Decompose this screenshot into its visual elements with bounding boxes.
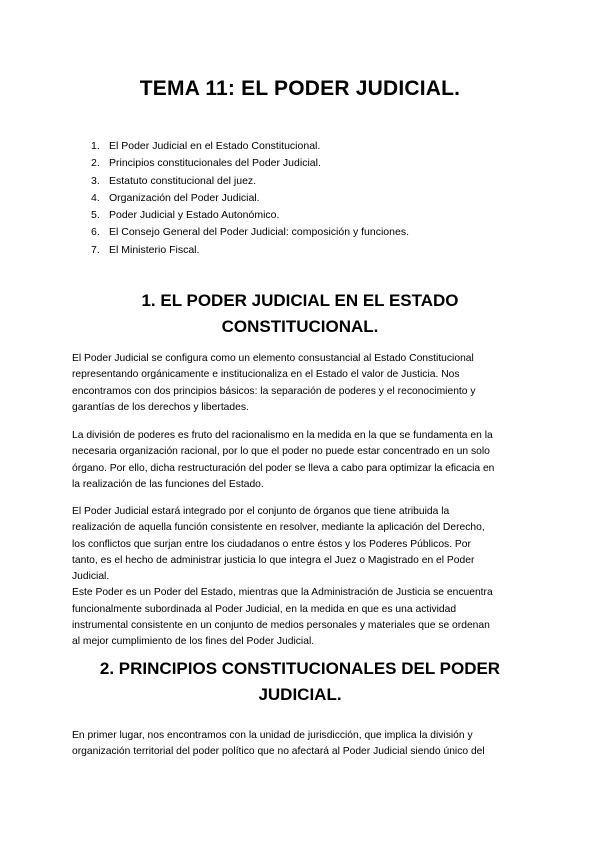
text-line: La división de poderes es fruto del racionalismo en la medida en la que se fundamenta en la: [72, 430, 493, 441]
text-line: realización de aquella función consistente en resolver, mediante la aplicación del Derecho,: [72, 522, 485, 534]
text-line: órgano. Por ello, dicha restructuración del poder se lleva a cabo para optimizar la eficacia en: [72, 462, 495, 474]
toc-item-text: El Consejo General del Poder Judicial: composición y funciones.: [109, 226, 409, 239]
toc-item-number: 3.: [91, 174, 100, 187]
text-line: representando orgánicamente e institucionaliza en el Estado el valor de Justicia. Nos: [72, 369, 460, 381]
toc-item: [91, 155, 409, 172]
section-heading: [0, 656, 600, 708]
section-heading-line: 2. PRINCIPIOS CONSTITUCIONALES DEL PODER: [99, 659, 501, 678]
toc-item: [91, 138, 409, 155]
paragraph: [72, 428, 532, 493]
toc-item-number: 2.: [91, 157, 100, 170]
paragraph: [72, 351, 532, 416]
text-line: encontramos con dos principios básicos: la separación de poderes y el reconocimiento y: [72, 385, 476, 397]
text-line: tanto, es el hecho de administrar justicia lo que integra el Juez o Magistrado en el Poder: [72, 554, 475, 566]
toc-item-number: 4.: [91, 191, 100, 204]
paragraph: [72, 728, 532, 761]
toc-item-text: El Poder Judicial en el Estado Constitucional.: [109, 140, 321, 152]
toc-item-number: 1.: [91, 140, 100, 152]
section-heading-line: JUDICIAL.: [258, 685, 342, 704]
text-line: la realización de las funciones del Estado.: [72, 478, 264, 490]
text-line: El Poder Judicial estará integrado por el conjunto de órganos que tiene atribuida la: [72, 506, 450, 517]
toc-item: [91, 207, 409, 224]
text-line: necesaria organización racional, por lo que el poder no puede estar concentrado en un solo: [72, 446, 490, 458]
text-line: al mejor cumplimiento de los fines del Poder Judicial.: [72, 636, 315, 648]
toc-item: [91, 190, 409, 207]
toc-item: [91, 242, 409, 259]
toc-item: [91, 224, 409, 241]
toc-item-number: 5.: [91, 209, 100, 222]
text-line: organización territorial del poder político que no afectará al Poder Judicial siendo único del: [72, 746, 485, 758]
text-line: garantías de los derechos y libertades.: [72, 401, 249, 413]
text-line: funcionalmente subordinada al Poder Judicial, en la medida en que es una actividad: [72, 603, 457, 615]
text-line: instrumental consistente en un conjunto de medios personales y materiales que se ordenan: [72, 620, 490, 632]
text-line: Este Poder es un Poder del Estado, mientras que la Administración de Justicia se encuentra: [72, 587, 493, 599]
section-heading-line: 1. EL PODER JUDICIAL EN EL ESTADO: [141, 291, 459, 310]
toc-item-text: Poder Judicial y Estado Autonómico.: [109, 209, 280, 222]
table-of-contents: [91, 138, 409, 259]
text-line: Judicial.: [72, 571, 110, 583]
section-heading-line: CONSTITUCIONAL.: [221, 317, 379, 336]
toc-item-text: Organización del Poder Judicial.: [109, 191, 260, 204]
text-line: los conflictos que surjan entre los ciudadanos o entre éstos y los Poderes Públicos. Por: [72, 538, 471, 550]
toc-item-number: 6.: [91, 226, 100, 239]
text-line: El Poder Judicial se configura como un elemento consustancial al Estado Constitucional: [72, 353, 474, 364]
toc-item-number: 7.: [91, 243, 100, 256]
text-line: En primer lugar, nos encontramos con la unidad de jurisdicción, que implica la división y: [72, 730, 473, 741]
toc-item-text: Principios constitucionales del Poder Judicial.: [109, 157, 321, 170]
toc-item-text: El Ministerio Fiscal.: [109, 243, 200, 256]
section-heading: [0, 288, 600, 340]
toc-item: [91, 173, 409, 190]
page-title: TEMA 11: EL PODER JUDICIAL.: [139, 77, 461, 100]
toc-item-text: Estatuto constitucional del juez.: [109, 174, 257, 187]
paragraph: [72, 504, 532, 651]
